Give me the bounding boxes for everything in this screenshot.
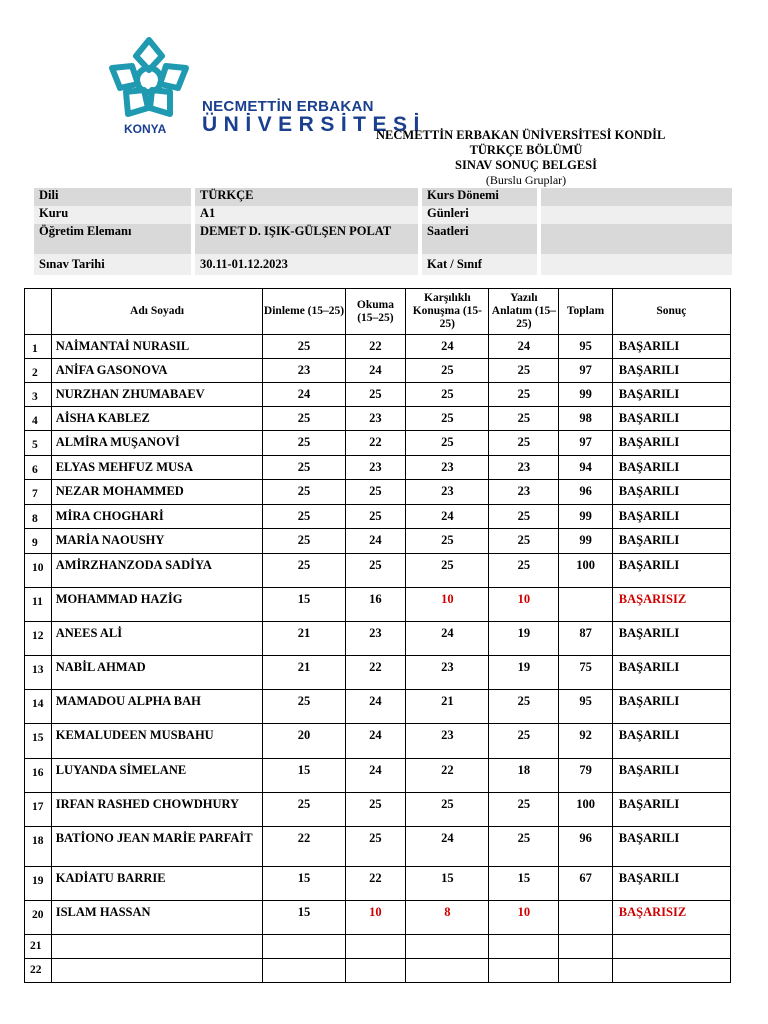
student-name: MAMADOU ALPHA BAH (51, 690, 263, 724)
score-toplam: 95 (559, 335, 612, 359)
row-number: 13 (25, 656, 52, 690)
score-yazili: 25 (489, 529, 559, 554)
score-yazili: 25 (489, 793, 559, 827)
table-row (25, 505, 731, 529)
score-yazili: 25 (489, 724, 559, 759)
info-row-tarih (34, 254, 732, 275)
student-name: MOHAMMAD HAZİG (51, 588, 263, 622)
student-name: ANEES ALİ (51, 622, 263, 656)
result: BAŞARILI (612, 505, 730, 529)
score-konusma: 25 (406, 431, 489, 456)
result: BAŞARILI (612, 554, 730, 588)
score-konusma: 8 (406, 901, 489, 935)
saatleri-label: Saatleri (422, 224, 541, 254)
table-row (25, 431, 731, 456)
score-dinleme: 23 (263, 359, 345, 383)
score-toplam: 79 (559, 759, 612, 793)
table-row (25, 554, 731, 588)
table-row (25, 867, 731, 901)
score-toplam (559, 935, 612, 959)
score-dinleme: 15 (263, 759, 345, 793)
row-number: 4 (25, 407, 52, 431)
score-dinleme: 25 (263, 431, 345, 456)
score-toplam: 97 (559, 359, 612, 383)
score-konusma: 25 (406, 359, 489, 383)
score-konusma: 23 (406, 456, 489, 480)
score-konusma: 25 (406, 383, 489, 407)
score-dinleme: 24 (263, 383, 345, 407)
tarih-label: Sınav Tarihi (34, 254, 195, 275)
score-dinleme: 25 (263, 793, 345, 827)
score-okuma: 25 (345, 383, 406, 407)
score-yazili: 15 (489, 867, 559, 901)
col-dinleme-header: Dinleme (15–25) (263, 289, 345, 335)
kuru-label: Kuru (34, 206, 195, 224)
student-name: KADİATU BARRIE (51, 867, 263, 901)
score-dinleme: 25 (263, 335, 345, 359)
student-name: AİSHA KABLEZ (51, 407, 263, 431)
score-yazili: 18 (489, 759, 559, 793)
table-row (25, 622, 731, 656)
info-row-dili (34, 188, 732, 206)
result: BAŞARILI (612, 867, 730, 901)
score-yazili: 24 (489, 335, 559, 359)
col-konusma-header: Karşılıklı Konuşma (15-25) (406, 289, 489, 335)
student-name: IRFAN RASHED CHOWDHURY (51, 793, 263, 827)
row-number: 19 (25, 867, 52, 901)
result: BAŞARILI (612, 827, 730, 867)
kurs-donemi-value (541, 188, 732, 206)
result: BAŞARILI (612, 759, 730, 793)
score-toplam: 87 (559, 622, 612, 656)
student-name: ISLAM HASSAN (51, 901, 263, 935)
row-number: 21 (25, 935, 52, 959)
row-number: 22 (25, 959, 52, 983)
score-dinleme: 15 (263, 588, 345, 622)
result (612, 959, 730, 983)
row-number: 17 (25, 793, 52, 827)
score-okuma: 22 (345, 431, 406, 456)
score-toplam: 97 (559, 431, 612, 456)
score-konusma: 25 (406, 529, 489, 554)
kuru-value: A1 (195, 206, 422, 224)
saatleri-value (541, 224, 732, 254)
logo-city: KONYA (124, 122, 167, 136)
row-number: 2 (25, 359, 52, 383)
score-okuma: 16 (345, 588, 406, 622)
score-yazili: 10 (489, 588, 559, 622)
score-okuma: 10 (345, 901, 406, 935)
gunleri-label: Günleri (422, 206, 541, 224)
table-row (25, 901, 731, 935)
score-toplam: 75 (559, 656, 612, 690)
result: BAŞARILI (612, 359, 730, 383)
logo-emblem-icon (104, 34, 194, 124)
row-number: 14 (25, 690, 52, 724)
table-row (25, 793, 731, 827)
result: BAŞARILI (612, 656, 730, 690)
score-konusma: 24 (406, 622, 489, 656)
score-yazili: 25 (489, 383, 559, 407)
score-toplam: 96 (559, 827, 612, 867)
dili-label: Dili (34, 188, 195, 206)
score-konusma: 24 (406, 505, 489, 529)
score-dinleme: 25 (263, 407, 345, 431)
student-name: MARİA NAOUSHY (51, 529, 263, 554)
score-okuma: 22 (345, 656, 406, 690)
result: BAŞARILI (612, 529, 730, 554)
score-okuma: 25 (345, 827, 406, 867)
score-konusma: 10 (406, 588, 489, 622)
score-konusma: 24 (406, 827, 489, 867)
score-okuma: 23 (345, 456, 406, 480)
student-name: AMİRZHANZODA SADİYA (51, 554, 263, 588)
info-row-ogretim (34, 224, 732, 254)
score-konusma: 25 (406, 554, 489, 588)
score-toplam (559, 588, 612, 622)
info-row-kuru (34, 206, 732, 224)
table-row (25, 335, 731, 359)
ogretim-value: DEMET D. IŞIK-GÜLŞEN POLAT (195, 224, 422, 254)
table-row (25, 529, 731, 554)
score-dinleme: 25 (263, 554, 345, 588)
score-konusma: 15 (406, 867, 489, 901)
score-okuma: 25 (345, 480, 406, 505)
score-yazili: 25 (489, 827, 559, 867)
student-name: ANİFA GASONOVA (51, 359, 263, 383)
score-toplam: 94 (559, 456, 612, 480)
score-yazili: 23 (489, 456, 559, 480)
score-toplam: 100 (559, 793, 612, 827)
result: BAŞARILI (612, 480, 730, 505)
score-toplam: 95 (559, 690, 612, 724)
score-konusma: 22 (406, 759, 489, 793)
kurs-donemi-label: Kurs Dönemi (422, 188, 541, 206)
score-yazili: 19 (489, 656, 559, 690)
score-yazili: 25 (489, 690, 559, 724)
score-dinleme: 21 (263, 622, 345, 656)
student-name (51, 935, 263, 959)
score-okuma: 24 (345, 759, 406, 793)
score-konusma: 21 (406, 690, 489, 724)
score-dinleme (263, 935, 345, 959)
table-row (25, 480, 731, 505)
heading-line-1: NECMETTİN ERBAKAN ÜNİVERSİTESİ KONDİL (376, 128, 666, 142)
score-konusma: 25 (406, 407, 489, 431)
ogretim-label: Öğretim Elemanı (34, 224, 195, 254)
score-toplam: 98 (559, 407, 612, 431)
score-toplam: 100 (559, 554, 612, 588)
col-name-header: Adı Soyadı (51, 289, 263, 335)
result: BAŞARILI (612, 793, 730, 827)
result: BAŞARILI (612, 622, 730, 656)
student-name: LUYANDA SİMELANE (51, 759, 263, 793)
table-row (25, 656, 731, 690)
row-number: 16 (25, 759, 52, 793)
table-row (25, 827, 731, 867)
student-name: NURZHAN ZHUMABAEV (51, 383, 263, 407)
heading-line-2: TÜRKÇE BÖLÜMÜ (469, 143, 583, 157)
score-yazili: 19 (489, 622, 559, 656)
col-index-header (25, 289, 52, 335)
university-logo (104, 34, 426, 138)
gunleri-value (541, 206, 732, 224)
score-toplam: 99 (559, 505, 612, 529)
results-header-row (25, 289, 731, 335)
student-name: NABİL AHMAD (51, 656, 263, 690)
student-name: BATİONO JEAN MARİE PARFAİT (51, 827, 263, 867)
student-name: NEZAR MOHAMMED (51, 480, 263, 505)
row-number: 10 (25, 554, 52, 588)
student-name: ALMİRA MUŞANOVİ (51, 431, 263, 456)
score-yazili (489, 935, 559, 959)
row-number: 7 (25, 480, 52, 505)
heading-line-4: (Burslu Gruplar) (485, 173, 567, 187)
dili-value: TÜRKÇE (195, 188, 422, 206)
col-toplam-header: Toplam (559, 289, 612, 335)
row-number: 5 (25, 431, 52, 456)
logo-title-bottom: ÜNİVERSİTESİ (202, 113, 426, 136)
logo-title-top: NECMETTİN ERBAKAN (202, 98, 374, 115)
row-number: 11 (25, 588, 52, 622)
score-dinleme: 15 (263, 867, 345, 901)
row-number: 3 (25, 383, 52, 407)
score-konusma: 23 (406, 480, 489, 505)
score-konusma (406, 935, 489, 959)
row-number: 9 (25, 529, 52, 554)
score-toplam: 67 (559, 867, 612, 901)
result: BAŞARILI (612, 690, 730, 724)
table-row (25, 690, 731, 724)
score-okuma: 25 (345, 505, 406, 529)
result: BAŞARILI (612, 724, 730, 759)
result: BAŞARILI (612, 335, 730, 359)
row-number: 20 (25, 901, 52, 935)
score-yazili: 25 (489, 554, 559, 588)
result: BAŞARILI (612, 383, 730, 407)
table-row (25, 724, 731, 759)
results-table (24, 288, 731, 983)
score-yazili: 25 (489, 407, 559, 431)
heading-line-3: SINAV SONUÇ BELGESİ (455, 158, 597, 172)
results-body (25, 335, 731, 983)
score-okuma: 24 (345, 359, 406, 383)
score-dinleme: 22 (263, 827, 345, 867)
result (612, 935, 730, 959)
score-okuma (345, 935, 406, 959)
score-dinleme: 25 (263, 690, 345, 724)
result: BAŞARILI (612, 407, 730, 431)
score-yazili (489, 959, 559, 983)
score-yazili: 25 (489, 431, 559, 456)
score-dinleme: 25 (263, 529, 345, 554)
score-okuma: 23 (345, 407, 406, 431)
score-dinleme (263, 959, 345, 983)
result: BAŞARISIZ (612, 901, 730, 935)
student-name: MİRA CHOGHARİ (51, 505, 263, 529)
score-konusma: 25 (406, 793, 489, 827)
col-sonuc-header: Sonuç (612, 289, 730, 335)
table-row (25, 359, 731, 383)
row-number: 1 (25, 335, 52, 359)
score-okuma: 24 (345, 690, 406, 724)
score-dinleme: 25 (263, 480, 345, 505)
document-heading (376, 128, 676, 188)
score-dinleme: 20 (263, 724, 345, 759)
score-okuma: 22 (345, 867, 406, 901)
table-row (25, 588, 731, 622)
score-okuma: 24 (345, 529, 406, 554)
table-row (25, 407, 731, 431)
score-okuma: 25 (345, 554, 406, 588)
student-name: KEMALUDEEN MUSBAHU (51, 724, 263, 759)
row-number: 12 (25, 622, 52, 656)
student-name (51, 959, 263, 983)
table-row (25, 935, 731, 959)
table-row (25, 383, 731, 407)
result: BAŞARILI (612, 431, 730, 456)
score-toplam: 99 (559, 383, 612, 407)
student-name: NAİMANTAİ NURASIL (51, 335, 263, 359)
score-toplam: 92 (559, 724, 612, 759)
kat-value (541, 254, 732, 275)
result: BAŞARILI (612, 456, 730, 480)
score-konusma: 23 (406, 656, 489, 690)
score-toplam (559, 901, 612, 935)
score-toplam: 99 (559, 529, 612, 554)
score-yazili: 23 (489, 480, 559, 505)
kat-label: Kat / Sınıf (422, 254, 541, 275)
row-number: 15 (25, 724, 52, 759)
score-yazili: 25 (489, 505, 559, 529)
score-konusma: 23 (406, 724, 489, 759)
row-number: 18 (25, 827, 52, 867)
table-row (25, 456, 731, 480)
score-konusma (406, 959, 489, 983)
result: BAŞARISIZ (612, 588, 730, 622)
score-dinleme: 15 (263, 901, 345, 935)
row-number: 8 (25, 505, 52, 529)
score-okuma: 25 (345, 793, 406, 827)
score-toplam (559, 959, 612, 983)
student-name: ELYAS MEHFUZ MUSA (51, 456, 263, 480)
score-konusma: 24 (406, 335, 489, 359)
score-dinleme: 25 (263, 505, 345, 529)
score-yazili: 25 (489, 359, 559, 383)
score-okuma: 24 (345, 724, 406, 759)
score-yazili: 10 (489, 901, 559, 935)
col-okuma-header: Okuma (15–25) (345, 289, 406, 335)
score-okuma (345, 959, 406, 983)
score-toplam: 96 (559, 480, 612, 505)
table-row (25, 959, 731, 983)
table-row (25, 759, 731, 793)
score-dinleme: 21 (263, 656, 345, 690)
score-okuma: 23 (345, 622, 406, 656)
col-yazili-header: Yazılı Anlatım (15–25) (489, 289, 559, 335)
tarih-value: 30.11-01.12.2023 (195, 254, 422, 275)
row-number: 6 (25, 456, 52, 480)
score-okuma: 22 (345, 335, 406, 359)
score-dinleme: 25 (263, 456, 345, 480)
course-info-table (34, 188, 732, 275)
